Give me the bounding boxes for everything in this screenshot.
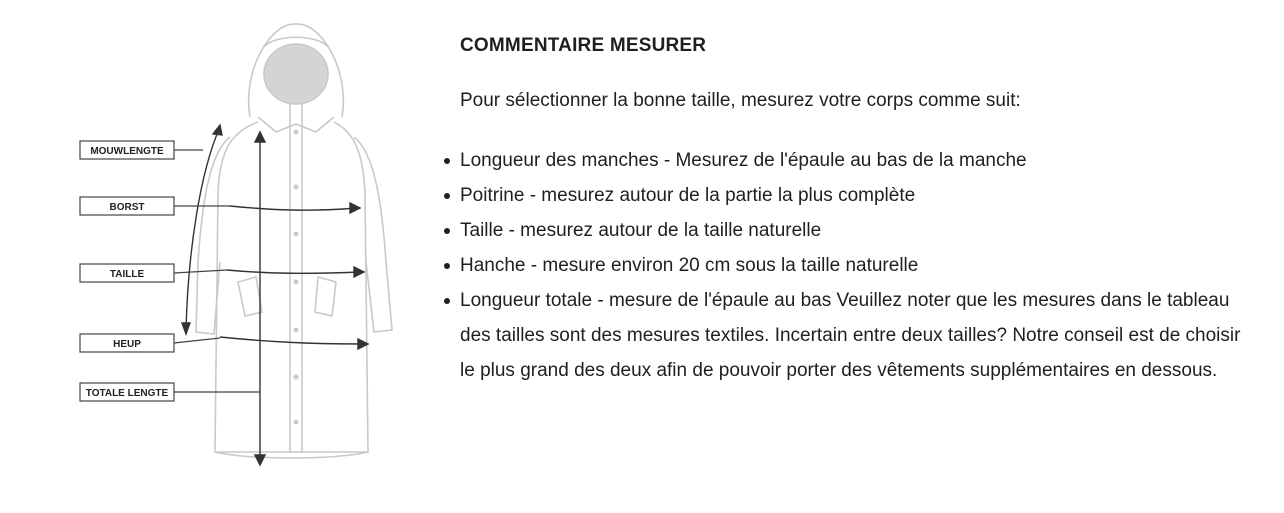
label-heup <box>80 334 220 352</box>
label-borst-text: BORST <box>109 202 145 213</box>
list-item-waist: Taille - mesurez autour de la taille naturelle <box>460 213 1260 248</box>
list-item-chest: Poitrine - mesurez autour de la partie la plus complète <box>460 178 1260 213</box>
chest-arrow <box>350 203 360 213</box>
list-item-sleeve: Longueur des manches - Mesurez de l'épaule au bas de la manche <box>460 143 1260 178</box>
coat-measurement-illustration <box>70 12 410 482</box>
sleeve-arrow-bottom <box>182 323 190 334</box>
label-heup-text: HEUP <box>113 339 141 350</box>
length-arrow-top <box>255 132 265 142</box>
label-taille <box>80 264 227 282</box>
intro-text: Pour sélectionner la bonne taille, mesurez votre corps comme suit: <box>460 90 1021 111</box>
sleeve-arrow-top <box>213 125 222 135</box>
measurement-instructions <box>460 32 1260 388</box>
label-mouwlengte <box>80 141 203 159</box>
coat-outline <box>196 24 392 458</box>
label-totale-lengte-text: TOTALE LENGTE <box>85 388 169 399</box>
section-title: COMMENTAIRE MESURER <box>460 35 707 56</box>
list-item-total-length: Longueur totale - mesure de l'épaule au bas Veuillez noter que les mesures dans le tableau des tailles sont des mesures textiles. Incertain entre deux tailles? Notre conseil est de choisir le plus grand des deux afin de pouvoir porter des vêtements supplémentaires en dessous. <box>460 283 1260 388</box>
label-mouwlengte-text: MOUWLENGTE <box>90 146 164 157</box>
label-taille-text: TAILLE <box>109 269 145 280</box>
measurement-list <box>460 143 1260 388</box>
coat-diagram <box>70 12 410 482</box>
waist-arrow <box>354 267 364 277</box>
list-item-hip: Hanche - mesure environ 20 cm sous la taille naturelle <box>460 248 1260 283</box>
label-borst <box>80 197 230 215</box>
label-totale-lengte <box>80 383 260 401</box>
coat-buttons <box>294 130 299 425</box>
length-arrow-bottom <box>255 455 265 465</box>
